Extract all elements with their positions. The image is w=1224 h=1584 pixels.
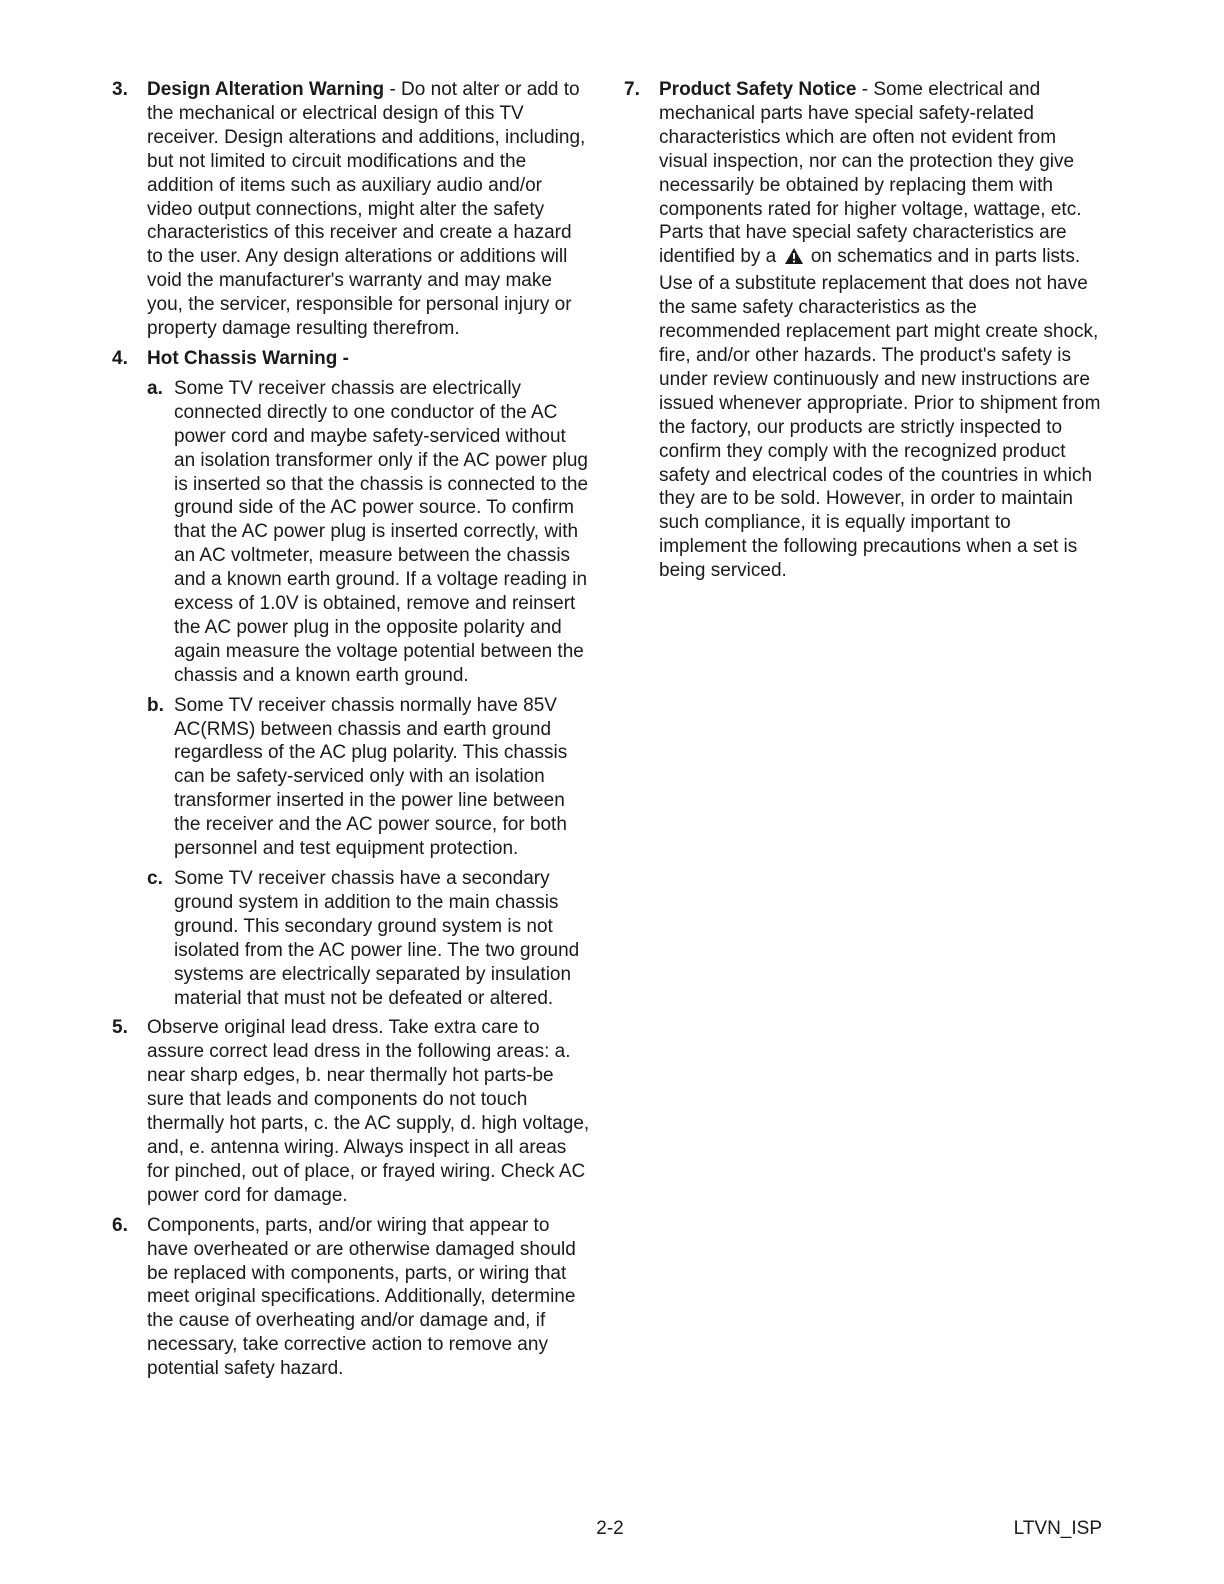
item-4b-text: Some TV receiver chassis normally have 85V AC(RMS) between chassis and earth ground regardless of the AC plug polarity. This chassis can be safety-serviced only with an isolation transformer inserted in the power line between the receiver and the AC power source, for both personnel and test equipment protection.	[174, 694, 568, 860]
item-5	[112, 1016, 590, 1207]
left-column	[112, 78, 590, 1387]
item-6-number: 6.	[112, 1214, 128, 1236]
item-4a-text: Some TV receiver chassis are electrically connected directly to one conductor of the AC power cord and maybe safety-serviced without an isolation transformer only if the AC power plug is inserted so that the chassis is connected to the ground side of the AC power source. To confirm that the AC power plug is inserted correctly, with an AC voltmeter, measure between the chassis and a known earth ground. If a voltage reading in excess of 1.0V is obtained, remove and reinsert the AC power plug in the opposite polarity and again measure the voltage potential between the chassis and a known earth ground.	[174, 377, 589, 686]
item-7-title: Product Safety Notice	[659, 79, 857, 100]
item-7-number: 7.	[624, 79, 640, 100]
item-5-text: Observe original lead dress. Take extra care to assure correct lead dress in the following areas: a. near sharp edges, b. near thermally hot parts-be sure that leads and components do not touch thermally hot parts, c. the AC supply, d. high voltage, and, e. antenna wiring. Always inspect in all areas for pinched, out of place, or frayed wiring. Check AC power cord for damage.	[147, 1017, 590, 1206]
item-4a	[147, 377, 590, 688]
item-4b-letter: b.	[147, 694, 164, 716]
item-6	[112, 1214, 590, 1381]
warning-triangle-icon	[784, 247, 804, 272]
item-3-number: 3.	[112, 79, 128, 100]
item-3-title: Design Alteration Warning	[147, 79, 385, 100]
item-4c	[147, 867, 590, 1010]
item-4c-letter: c.	[147, 868, 163, 889]
item-3-text: - Do not alter or add to the mechanical or electrical design of this TV receiver. Design alterations and additions, including, but not limited to circuit modifications and the addition of items such as auxiliary audio and/or video output connections, might alter the safety characteristics of this receiver and create a hazard to the user. Any design alterations or additions will void the manufacturer's warranty and may make you, the servicer, responsible for personal injury or property damage resulting therefrom.	[147, 79, 586, 340]
page-number: 2-2	[596, 1518, 624, 1539]
right-column	[624, 78, 1102, 589]
item-3	[112, 78, 590, 341]
item-4c-text: Some TV receiver chassis have a secondary ground system in addition to the main chassis ground. This secondary ground system is not isolated from the AC power line. The two ground systems are electrically separated by insulation material that must not be defeated or altered.	[174, 868, 580, 1009]
item-6-text: Components, parts, and/or wiring that appear to have overheated or are otherwise damaged should be replaced with components, parts, or wiring that meet original specifications. Additionally, determine the cause of overheating and/or damage and, if necessary, take corrective action to remove any potential safety hazard.	[147, 1214, 576, 1380]
item-7-text-before: - Some electrical and mechanical parts have special safety-related characteristics which are often not evident from visual inspection, nor can the protection they give necessarily be obtained by replacing them with components rated for higher voltage, wattage, etc. Parts that have special safety characteristics are identified by a	[659, 79, 1082, 268]
item-4b	[147, 694, 590, 861]
item-7	[624, 78, 1102, 583]
item-4-title: Hot Chassis Warning -	[147, 347, 349, 369]
item-7-text-after: on schematics and in parts lists. Use of a substitute replacement that does not have the same safety characteristics as the recommended replacement part might create shock, fire, and/or other hazards. The product's safety is under review continuously and new instructions are issued whenever appropriate. Prior to shipment from the factory, our products are strictly inspected to confirm they comply with the recognized product safety and electrical codes of the countries in which they are to be sold. However, in order to maintain such compliance, it is equally important to implement the following precautions when a set is being serviced.	[659, 246, 1101, 582]
document-code: LTVN_ISP	[1013, 1518, 1102, 1539]
item-5-number: 5.	[112, 1017, 128, 1039]
item-4-number: 4.	[112, 347, 128, 369]
item-4a-letter: a.	[147, 377, 163, 399]
item-4	[112, 347, 590, 1010]
